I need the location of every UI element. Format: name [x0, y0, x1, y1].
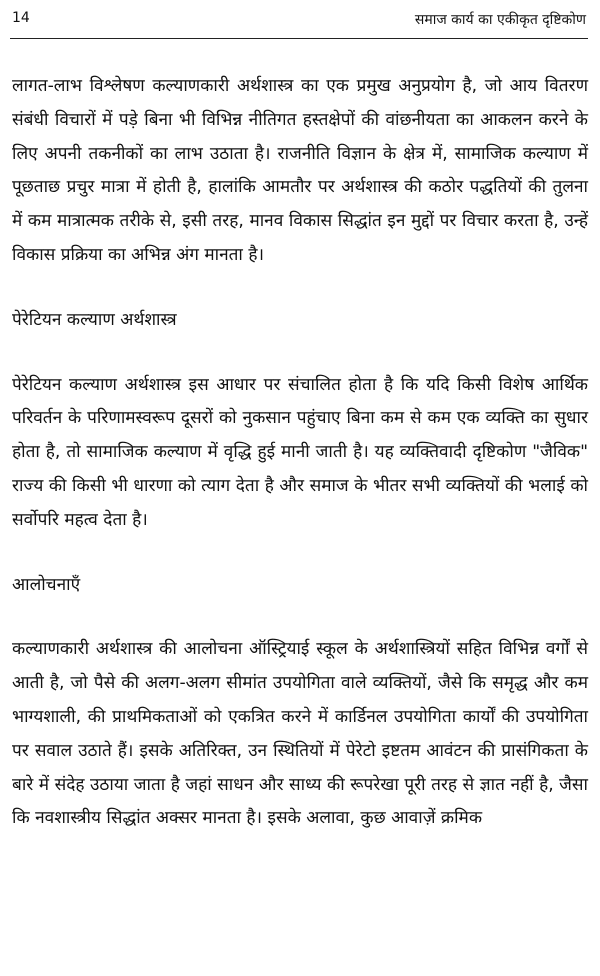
paragraph-cost-benefit: लागत-लाभ विश्लेषण कल्याणकारी अर्थशास्त्र का एक प्रमुख अनुप्रयोग है, जो आय वितरण संबंधी विचारों में पड़े बिना भी विभिन्न नीतिगत हस्तक्षेपों की वांछनीयता का आकलन करने के लिए अपनी तकनीकों का लाभ उठाता है। राजनीति विज्ञान के क्षेत्र में, सामाजिक कल्याण में पूछताछ प्रचुर मात्रा में होती है, हालांकि आमतौर पर अर्थशास्त्र की कठोर पद्धतियों की तुलना में कम मात्रात्मक तरीके से, इसी तरह, मानव विकास सिद्धांत इन मुद्दों पर विचार करता है, उन्हें विकास प्रक्रिया का अभिन्न अंग मानता है।: [12, 76, 588, 265]
page-header: [12, 10, 586, 32]
page-number: 14: [12, 10, 30, 26]
running-title: समाज कार्य का एकीकृत दृष्टिकोण: [414, 12, 586, 28]
paragraph-gap: [12, 602, 588, 633]
paragraph-criticisms: कल्याणकारी अर्थशास्त्र की आलोचना ऑस्ट्रियाई स्कूल के अर्थशास्त्रियों सहित विभिन्न वर्गों से आती है, जो पैसे की अलग-अलग सीमांत उपयोगिता वाले व्यक्तियों, जैसे कि समृद्ध और कम भाग्यशाली, की प्राथमिकताओं को एकत्रित करने में कार्डिनल उपयोगिता कार्यों की उपयोगिता पर सवाल उठाते हैं। इसके अतिरिक्त, उन स्थितियों में पेरेटो इष्टतम आवंटन की प्रासंगिकता के बारे में संदेह उठाया जाता है जहां साधन और साध्य की रूपरेखा पूरी तरह से ज्ञात नहीं है, जैसा कि नवशास्त्रीय सिद्धांत अक्सर मानता है। इसके अलावा, कुछ आवाज़ें क्रमिक: [12, 639, 588, 829]
paragraph-gap: [12, 338, 588, 369]
paragraph-paretian-welfare: पेरेटियन कल्याण अर्थशास्त्र इस आधार पर संचालित होता है कि यदि किसी विशेष आर्थिक परिवर्तन के परिणामस्वरूप दूसरों को नुकसान पहुंचाए बिना कम से कम एक व्यक्ति का सुधार होता है, तो सामाजिक कल्याण में वृद्धि हुई मानी जाती है। यह व्यक्तिवादी दृष्टिकोण "जैविक" राज्य की किसी भी धारणा को त्याग देता है और समाज के भीतर सभी व्यक्तियों की भलाई को सर्वोपरि महत्व देता है।: [12, 374, 588, 530]
section-heading-paretian-welfare: पेरेटियन कल्याण अर्थशास्त्र: [12, 309, 177, 330]
section-heading-criticisms: आलोचनाएँ: [12, 574, 81, 595]
page-body: [12, 70, 588, 836]
paragraph-gap: [12, 273, 588, 304]
paragraph-gap: [12, 538, 588, 569]
header-rule: [10, 38, 588, 39]
